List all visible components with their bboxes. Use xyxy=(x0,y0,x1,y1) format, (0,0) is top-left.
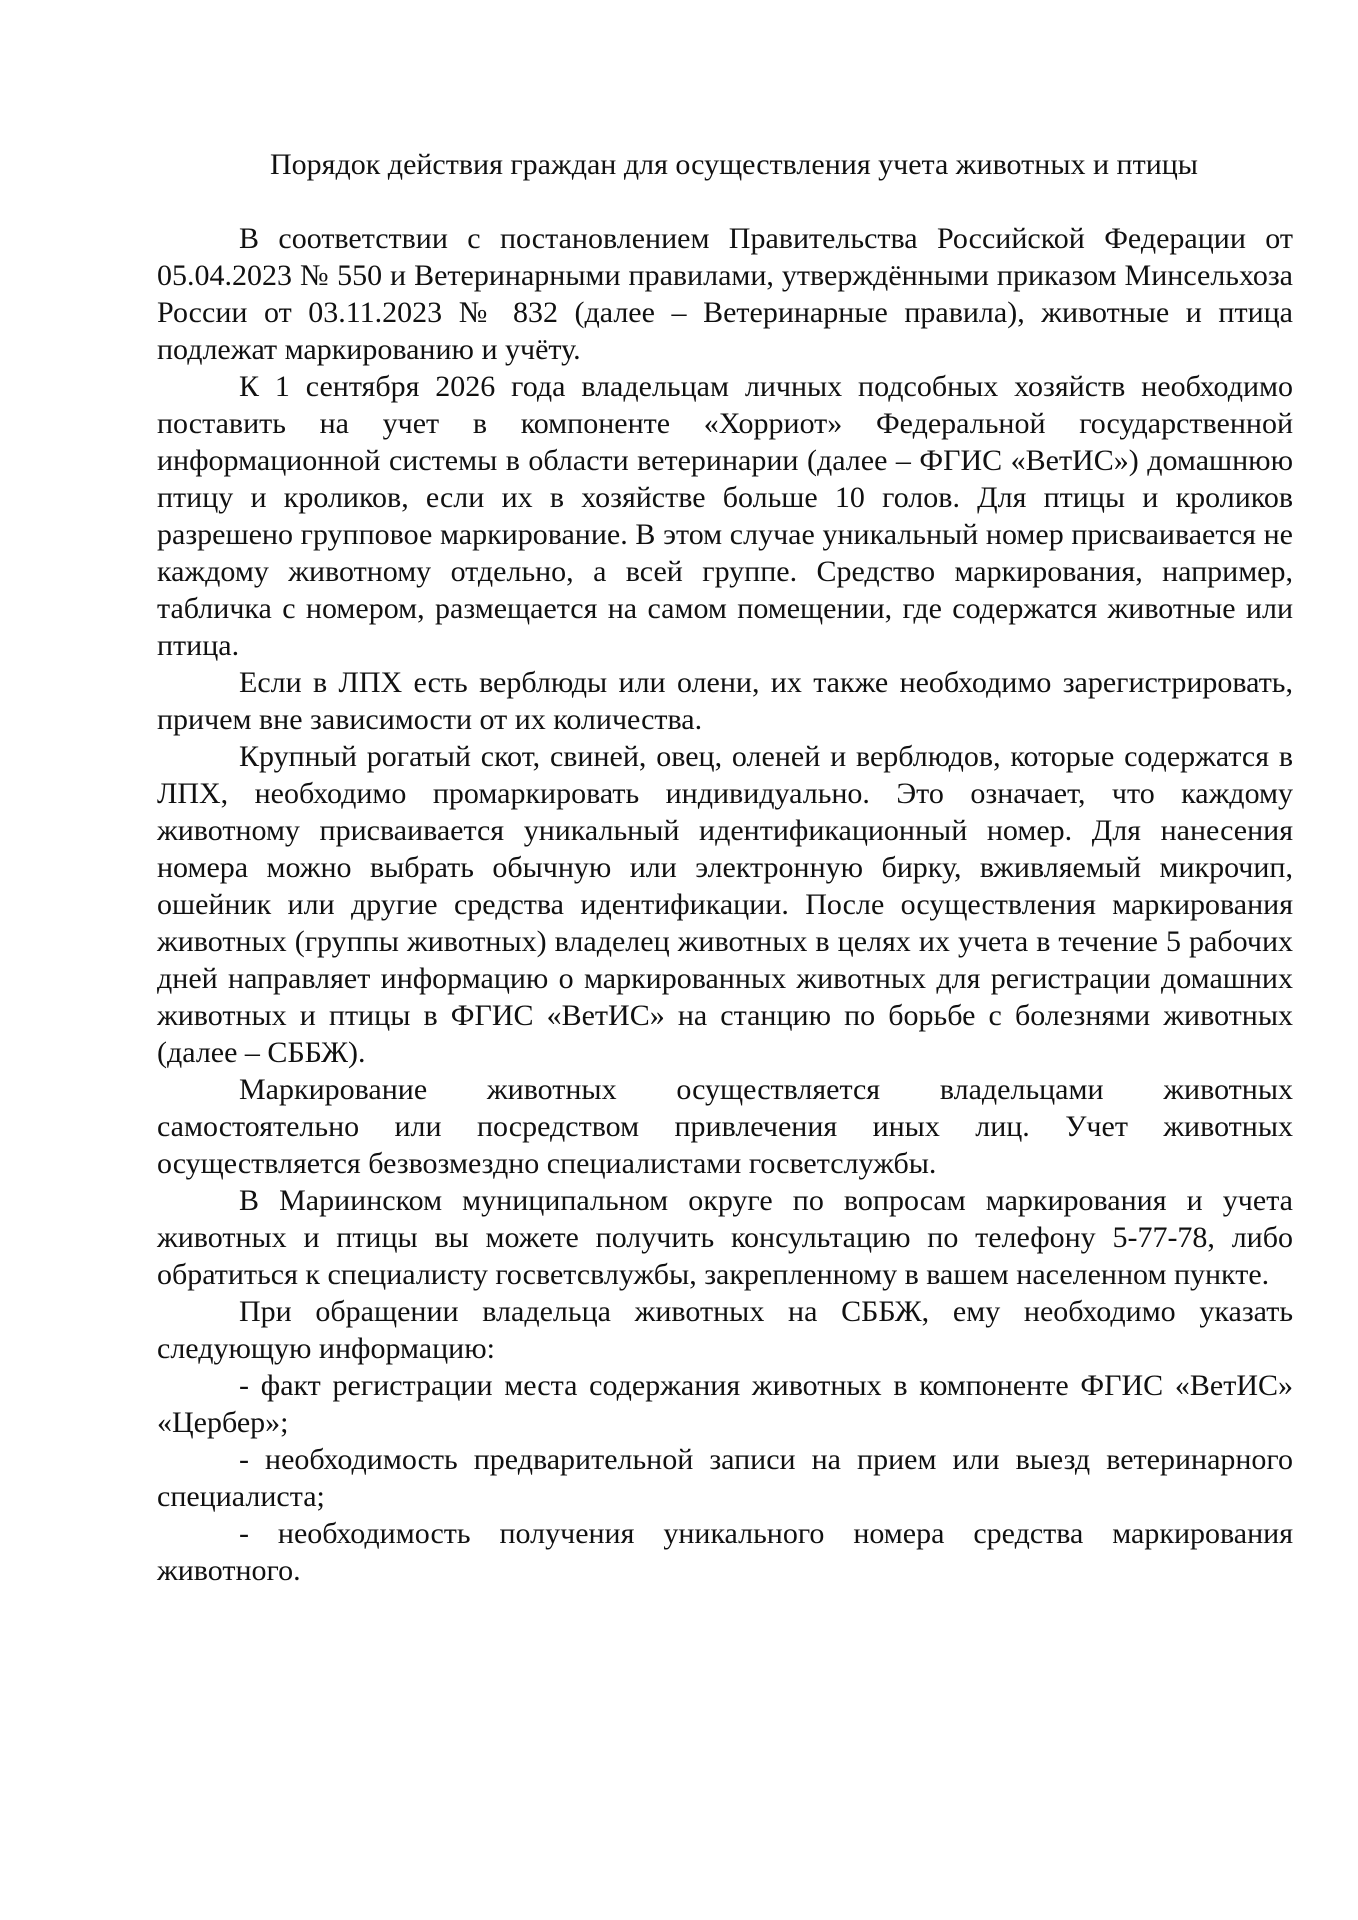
document-page xyxy=(157,145,1293,1589)
paragraph-legal-basis: В соответствии с постановлением Правительства Российской Федерации от 05.04.2023 № 550 и Ветеринарными правилами, утверждёнными приказом Минсельхоза России от 03.11.2023 № 832 (далее – Ветеринарные правила), животные и птица подлежат маркированию и учёту. xyxy=(157,222,1293,366)
list-item-unique-number: - необходимость получения уникального номера средства маркирования животного. xyxy=(157,1517,1293,1587)
paragraph-required-info: При обращении владельца животных на СББЖ, ему необходимо указать следующую информацию: xyxy=(157,1295,1293,1365)
document-title: Порядок действия граждан для осуществления учета животных и птицы xyxy=(270,148,1198,181)
paragraph-poultry-rabbits: К 1 сентября 2026 года владельцам личных подсобных хозяйств необходимо поставить на учет в компоненте «Хорриот» Федеральной государственной информационной системы в области ветеринарии (далее – ФГИС «ВетИС») домашнюю птицу и кроликов, если их в хозяйстве больше 10 голов. Для птицы и кроликов разрешено групповое маркирование. В этом случае уникальный номер присваивается не каждому животному отдельно, а всей группе. Средство маркирования, например, табличка с номером, размещается на самом помещении, где содержатся животные или птица. xyxy=(157,370,1293,662)
paragraph-individual-marking: Крупный рогатый скот, свиней, овец, оленей и верблюдов, которые содержатся в ЛПХ, необходимо промаркировать индивидуально. Это означает, что каждому животному присваивается уникальный идентификационный номер. Для нанесения номера можно выбрать обычную или электронную бирку, вживляемый микрочип, ошейник или другие средства идентификации. После осуществления маркирования животных (группы животных) владелец животных в целях их учета в течение 5 рабочих дней направляет информацию о маркированных животных для регистрации домашних животных и птицы в ФГИС «ВетИС» на станцию по борьбе с болезнями животных (далее – СББЖ). xyxy=(157,740,1293,1069)
list-item-appointment: - необходимость предварительной записи на прием или выезд ветеринарного специалиста; xyxy=(157,1443,1293,1513)
paragraph-camels-deer: Если в ЛПХ есть верблюды или олени, их также необходимо зарегистрировать, причем вне зависимости от их количества. xyxy=(157,666,1293,736)
paragraph-marking-by-owners: Маркирование животных осуществляется владельцами животных самостоятельно или посредством привлечения иных лиц. Учет животных осуществляется безвозмездно специалистами госветслужбы. xyxy=(157,1073,1293,1180)
paragraph-consultation: В Мариинском муниципальном округе по вопросам маркирования и учета животных и птицы вы можете получить консультацию по телефону 5-77-78, либо обратиться к специалисту госветсвлужбы, закрепленному в вашем населенном пункте. xyxy=(157,1184,1293,1291)
list-item-registration: - факт регистрации места содержания животных в компоненте ФГИС «ВетИС» «Цербер»; xyxy=(157,1369,1293,1439)
